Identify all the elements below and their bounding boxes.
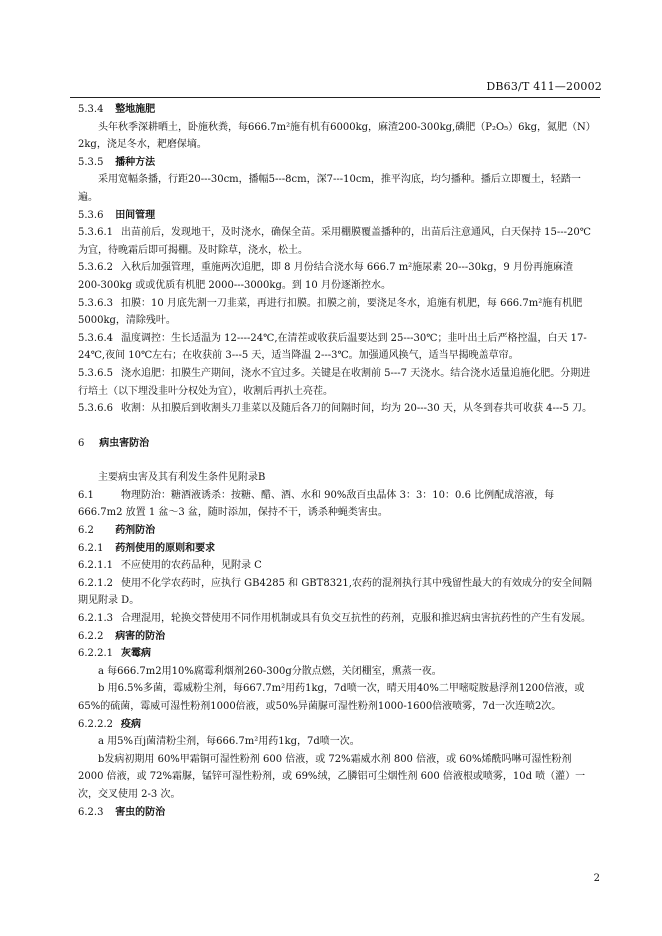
clause-text: 不应使用的农药品种，见附录 C [121,560,262,572]
clause-number: 5.3.6.3 [78,297,113,309]
clause-5-3-6-6 [78,400,598,418]
section-number: 6.2.2.1 [78,648,113,660]
clause-5-3-6-5 [78,365,598,400]
clause-text: 入秋后加强管理，重施两次追肥，即 8 月份结合浇水每 666.7 m²施尿素 20---30kg，9 月份再施麻渣 200-300kg 或或优质有机肥 2000---3000kg。到 10 月份逐渐控水。 [78,262,573,291]
heading-5-3-4 [78,101,598,119]
heading-5-3-5 [78,154,598,172]
heading-6-2 [78,522,598,540]
section-number: 6.2.2.2 [78,718,113,730]
clause-number: 5.3.6.6 [78,403,113,415]
section-title: 整地施肥 [115,104,156,115]
clause-text: 浇水追肥：扣膜生产期间，浇水不宜过多。关键是在收割前 5---7 天浇水。结合浇水适量追施化肥。分期进行培土（以下埋没韭叶分权处为宜），收割后再扒土亮茬。 [78,367,591,397]
section-title: 病虫害防治 [99,437,150,449]
clause-number: 5.3.6.5 [78,367,113,379]
item-a-blight: a 用5%百j菌清粉尘剂，每666.7m²用药1kg，7d喷一次。 [98,736,360,748]
section-title: 药剂防治 [115,525,156,537]
document-code: DB63/T 411—20002 [486,80,602,93]
clause-5-3-6-1 [78,224,598,259]
clause-number: 5.3.6.2 [78,262,113,274]
section-gap [78,452,598,469]
section-title: 药剂使用的原则和要求 [115,542,216,554]
clause-text: 扣膜：10 月底先割一刀韭菜，再进行扣膜。扣膜之前，要浇足冬水，追施有机肥，每 666.7m²施有机肥 5000kg，清除残叶。 [78,297,583,327]
section-title: 田间管理 [115,209,156,221]
section-number: 6.2.1 [78,542,104,554]
clause-text: 物理防治：糖酒液诱杀：按糖、醋、酒、水和 90%敌百虫晶体 3：3：10：0.6 比例配成溶液，每 666.7m2 放置 1 盆～3 盆，随时添加，保持不干，诱杀种蝇类害虫。 [78,489,555,519]
paragraph-5-3-5: 采用宽幅条播，行距20---30cm，播幅5---8cm，深7---10cm，推平沟底，均匀播种。播后立即覆土，轻踏一遍。 [78,174,581,203]
section-number: 6.2.3 [78,806,104,818]
section-title: 病害的防治 [115,630,166,642]
section-title: 疫病 [121,718,141,730]
clause-number: 5.3.6.4 [78,332,113,344]
heading-6-2-2 [78,628,598,646]
clause-6-1 [78,487,598,522]
clause-6-2-1-3 [78,610,598,628]
item-b-gray-mold: b 用6.5%多菌，霉威粉尘剂，每667.7m²用药1kg，7d喷一次，晴天用40%二甲嘧啶胺悬浮剂1200倍液，或65%的硫菌，霉威可湿性粉剂1000倍液，或50%异菌脲可湿性粉剂1000-1600倍液喷雾，7d一次连喷2次。 [78,683,585,712]
header-rule [70,97,600,98]
page-number: 2 [593,873,600,884]
section-title: 播种方法 [115,156,156,168]
section-number: 5.3.5 [78,156,104,168]
clause-number: 6.2.1.2 [78,577,113,589]
paragraph-5-3-4: 头年秋季深耕晒土，卧施秋粪，每666.7m²施有机有6000kg，麻渣200-300kg,磷肥（P₂O₅）6kg，氮肥（N）2kg，浇足冬水，耙磨保墒。 [78,121,596,151]
heading-5-3-6 [78,207,598,225]
clause-number: 6.2.1.3 [78,613,113,625]
clause-number: 6.2.1.1 [78,560,113,572]
section-title: 害虫的防治 [115,806,166,818]
clause-5-3-6-3 [78,295,598,330]
section-gap [78,418,598,435]
heading-6-2-2-1 [78,645,598,663]
heading-6-2-2-2 [78,716,598,734]
clause-5-3-6-2 [78,259,598,294]
clause-6-2-1-2 [78,575,598,610]
clause-text: 温度调控：生长适温为 12----24℃,在清茬或收获后温要达到 25---30℃；韭叶出土后严格控温，白天 17-24℃,夜间 10℃左右；在收获前 3---5 天，适当降温 2---3℃。加强通风换气，适当早揭晚盖草帘。 [78,332,587,362]
clause-text: 使用不化学农药时，应执行 GB4285 和 GBT8321,农药的混剂执行其中残留性最大的有效成分的安全间隔期见附录 D。 [78,577,592,607]
section-number: 5.3.6 [78,209,104,221]
clause-number: 5.3.6.1 [78,227,113,239]
section-number: 5.3.4 [78,104,104,115]
section-title: 灰霉病 [121,648,151,660]
clause-number: 6.1 [78,489,94,501]
heading-6 [78,435,598,453]
section-number: 6.2.2 [78,630,104,642]
item-a-gray-mold: a 每666.7m2用10%腐霉利烟剂260-300g分散点燃，关闭棚室，熏蒸一夜。 [98,665,442,677]
heading-6-2-1 [78,540,598,558]
clause-6-2-1-1 [78,557,598,575]
section-number: 6.2 [78,525,94,537]
document-body [78,101,598,821]
item-b-blight: b发病初期用 60%甲霜铜可湿性粉剂 600 倍液，或 72%霜威水剂 800 倍液，或 60%烯酰吗啉可湿性粉剂 2000 倍液，或 72%霜脲，锰锌可湿性粉剂，或 69%绒，乙膦铝可尘烟性剂 600 倍液根或喷雾，10d 喷（灌）一次，交叉使用 2-3 次。 [78,753,586,800]
clause-text: 收割：从扣膜后到收割头刀韭菜以及随后各刀的间隔时间，均为 20---30 天，从冬到春共可收获 4---5 刀。 [121,403,593,415]
section-number: 6 [78,437,85,449]
clause-text: 合理混用，轮换交替使用不同作用机制或具有负交互抗性的药剂，克服和推迟病虫害抗药性的产生有发展。 [121,613,591,625]
paragraph-6-intro: 主要病虫害及其有利发生条件见附录B [98,472,266,484]
clause-5-3-6-4 [78,330,598,365]
heading-6-2-3 [78,804,598,822]
clause-text: 出苗前后，发现地干，及时浇水，确保全苗。采用棚膜覆盖播种的，出苗后注意通风，白天保持 15---20℃为宜，待晚霜后即可揭棚。及时除草，浇水，松土。 [78,227,591,256]
